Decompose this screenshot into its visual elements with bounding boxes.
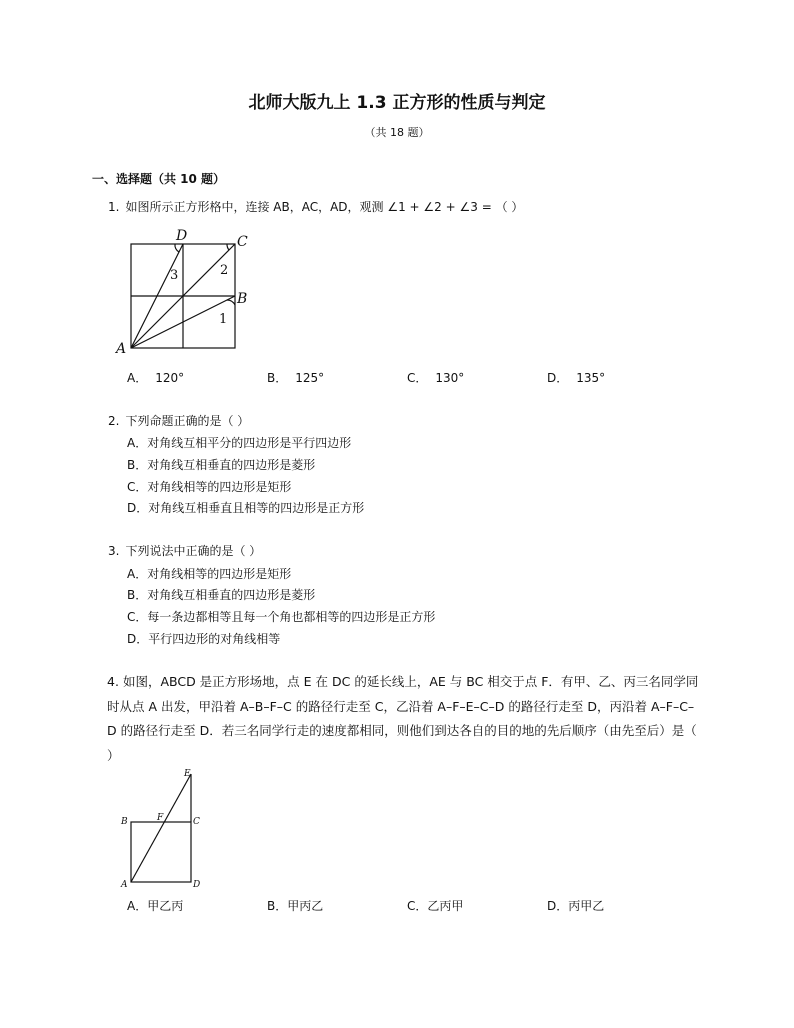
q1-option-b[interactable]: [267, 369, 324, 386]
option-letter: C．: [407, 371, 428, 385]
label-E: E: [184, 769, 191, 779]
label-D: D: [193, 880, 201, 890]
q2-option-b[interactable]: [127, 456, 315, 473]
option-text: 对角线互相垂直的四边形是菱形: [147, 458, 316, 472]
option-letter: A．: [127, 371, 148, 385]
q3-option-d[interactable]: [127, 630, 280, 647]
option-letter: B．: [267, 899, 288, 913]
square-field-figure: [114, 766, 214, 892]
option-text: 甲乙丙: [147, 899, 184, 913]
q3-option-c[interactable]: [127, 608, 435, 625]
option-text: 对角线互相垂直的四边形是菱形: [147, 588, 316, 602]
option-text: 对角线互相平分的四边形是平行四边形: [147, 436, 352, 450]
square-ABCD: [131, 822, 191, 882]
option-letter: B．: [127, 458, 148, 472]
option-text: 乙丙甲: [427, 899, 464, 913]
option-letter: A．: [127, 567, 148, 581]
label-C: C: [193, 817, 200, 827]
option-text: 130°: [435, 371, 465, 385]
q4-option-c[interactable]: [407, 897, 463, 914]
label-C: C: [237, 234, 248, 250]
option-text: 每一条边都相等且每一个角也都相等的四边形是正方形: [147, 610, 436, 624]
option-text: 125°: [295, 371, 325, 385]
option-text: 丙甲乙: [568, 899, 605, 913]
q3-option-a[interactable]: [127, 565, 291, 582]
question-text: 下列说法中正确的是（ ）: [125, 544, 262, 558]
question-3: [108, 540, 261, 562]
option-letter: C．: [127, 480, 148, 494]
option-text: 对角线互相垂直且相等的四边形是正方形: [148, 501, 365, 515]
q1-option-a[interactable]: [127, 369, 184, 386]
question-1: [108, 196, 523, 218]
page-title: 北师大版九上 1.3 正方形的性质与判定: [248, 93, 546, 113]
option-text: 甲丙乙: [287, 899, 324, 913]
label-angle-2: 2: [220, 263, 229, 278]
option-letter: A．: [127, 436, 148, 450]
label-D: D: [176, 228, 188, 244]
question-2: [108, 410, 249, 432]
label-A: A: [116, 341, 127, 356]
q2-option-c[interactable]: [127, 478, 291, 495]
label-B: B: [121, 817, 128, 827]
label-F: F: [157, 813, 164, 823]
option-letter: C．: [127, 610, 148, 624]
option-text: 120°: [155, 371, 185, 385]
q4-option-d[interactable]: [547, 897, 604, 914]
q1-option-d[interactable]: [547, 369, 605, 386]
question-4: [107, 670, 703, 768]
question-count: （共 18 题）: [364, 126, 430, 139]
label-A: A: [121, 880, 128, 890]
option-text: 对角线相等的四边形是矩形: [147, 480, 292, 494]
question-number: 1.: [108, 200, 120, 214]
angle-2-arc: [227, 244, 229, 250]
option-text: 135°: [576, 371, 606, 385]
label-angle-1: 1: [219, 312, 228, 327]
q4-option-b[interactable]: [267, 897, 323, 914]
q2-option-a[interactable]: [127, 434, 351, 451]
option-letter: D．: [127, 632, 149, 646]
option-letter: C．: [407, 899, 428, 913]
question-number: 4.: [107, 674, 119, 689]
option-text: 对角线相等的四边形是矩形: [147, 567, 292, 581]
option-letter: D．: [547, 899, 569, 913]
angle-3-arc: [175, 244, 179, 252]
option-letter: B．: [267, 371, 288, 385]
grid-figure: [112, 224, 262, 356]
question-text: 如图，ABCD 是正方形场地，点 E 在 DC 的延长线上，AE 与 BC 相交于点 F．有甲、乙、丙三名同学同时从点 A 出发，甲沿着 A–B–F–C 的路径行走至 C，乙沿着 A–F–E–C–D 的路径行走至 D，丙沿着 A–F–C–D 的路径行走至 D．若三名同学行走的速度都相同，则他们到达各自的目的地的先后顺序（由先至后）是（ ）: [107, 674, 699, 763]
question-text: 下列命题正确的是（ ）: [125, 414, 250, 428]
q1-option-c[interactable]: [407, 369, 464, 386]
segment-AE: [131, 774, 191, 882]
q4-option-a[interactable]: [127, 897, 183, 914]
angle-1-arc: [227, 300, 235, 305]
question-number: 2.: [108, 414, 120, 428]
option-letter: B．: [127, 588, 148, 602]
option-text: 平行四边形的对角线相等: [148, 632, 281, 646]
q3-option-b[interactable]: [127, 586, 315, 603]
label-angle-3: 3: [170, 268, 179, 283]
section-heading: 一、选择题（共 10 题）: [92, 172, 226, 186]
q2-option-d[interactable]: [127, 499, 364, 516]
option-letter: D．: [547, 371, 569, 385]
option-letter: A．: [127, 899, 148, 913]
question-number: 3.: [108, 544, 120, 558]
label-B: B: [237, 291, 248, 307]
option-letter: D．: [127, 501, 149, 515]
question-text: 如图所示正方形格中，连接 AB，AC，AD，观测 ∠1 + ∠2 + ∠3 = （ ）: [125, 200, 524, 214]
